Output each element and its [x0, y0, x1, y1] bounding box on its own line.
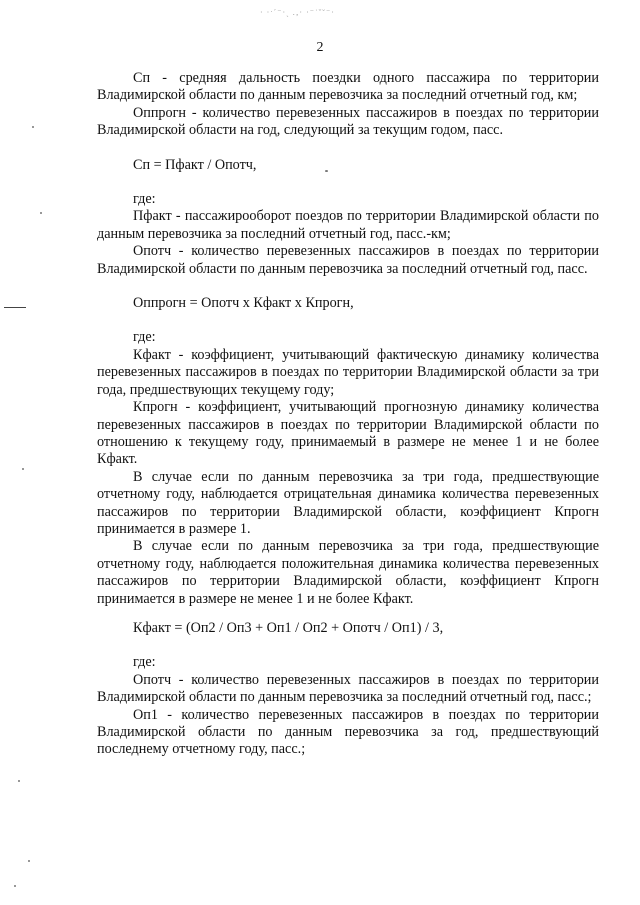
formula-opprogn: Оппрогн = Опотч х Кфакт х Кпрогн,	[133, 295, 354, 312]
paragraph-pfakt: Пфакт - пассажирооборот поездов по территории Владимирской области по данным перевозчика за последний отчетный год, пасс.-км;	[97, 208, 599, 242]
scan-artifact	[28, 860, 30, 862]
where-label: где:	[133, 329, 156, 346]
document-body	[97, 70, 599, 759]
scan-artifact	[40, 212, 42, 214]
paragraph-sp: Сп - средняя дальность поездки одного пассажира по территории Владимирской области по данным перевозчика за последний отчетный год, км;	[97, 70, 599, 104]
paragraph-kprogn: Кпрогн - коэффициент, учитывающий прогнозную динамику количества перевезенных пассажиров в поездах по территории Владимирской области по отношению к текущему году, принимаемый в размере не менее 1 и не более Кфакт.	[97, 399, 599, 468]
paragraph-negative-dynamics: В случае если по данным перевозчика за три года, предшествующие отчетному году, наблюдается отрицательная динамика количества перевезенных пассажиров по территории Владимирской области, коэффициент Кпрогн принимается в размере 1.	[97, 468, 599, 537]
paragraph-op1-def: Оп1 - количество перевезенных пассажиров в поездах по территории Владимирской области по данным перевозчика за год, предшествующий последнему отчетному году, пасс.;	[97, 706, 599, 758]
where-label: где:	[133, 191, 156, 208]
page-number: 2	[316, 40, 324, 55]
paragraph-positive-dynamics: В случае если по данным перевозчика за три года, предшествующие отчетному году, наблюдается положительная динамика количества перевезенных пассажиров по территории Владимирской области, коэффициент Кпрогн принимается в размере не менее 1 и не более Кфакт.	[97, 538, 599, 607]
scan-artifact	[325, 170, 328, 172]
formula-kfakt: Кфакт = (Оп2 / Оп3 + Оп1 / Оп2 + Опотч / Оп1) / 3,	[133, 619, 444, 636]
paragraph-opotch: Опотч - количество перевезенных пассажиров в поездах по территории Владимирской области по данным перевозчика за последний отчетный год, пасс.	[97, 243, 599, 277]
where-label: где:	[133, 654, 156, 671]
scan-artifact	[14, 885, 16, 887]
scan-artifact: · ·ˑ´⁻·ˏ .‚· ·⁻˙ˇ˘⁻·	[260, 8, 335, 17]
scan-artifact	[4, 307, 26, 308]
paragraph-kfakt: Кфакт - коэффициент, учитывающий фактическую динамику количества перевезенных пассажиров в поездах по территории Владимирской области за три года, предшествующих текущему году;	[97, 346, 599, 398]
scan-artifact	[22, 468, 24, 470]
paragraph-opotch-def: Опотч - количество перевезенных пассажиров в поездах по территории Владимирской области по данным перевозчика за последний отчетный год, пасс.;	[97, 671, 599, 706]
formula-sp: Сп = Пфакт / Опотч,	[133, 156, 257, 173]
scan-artifact	[18, 780, 20, 782]
scan-artifact	[32, 126, 34, 128]
paragraph-opprogn: Оппрогн - количество перевезенных пассажиров в поездах по территории Владимирской области на год, следующий за текущим годом, пасс.	[97, 104, 599, 139]
